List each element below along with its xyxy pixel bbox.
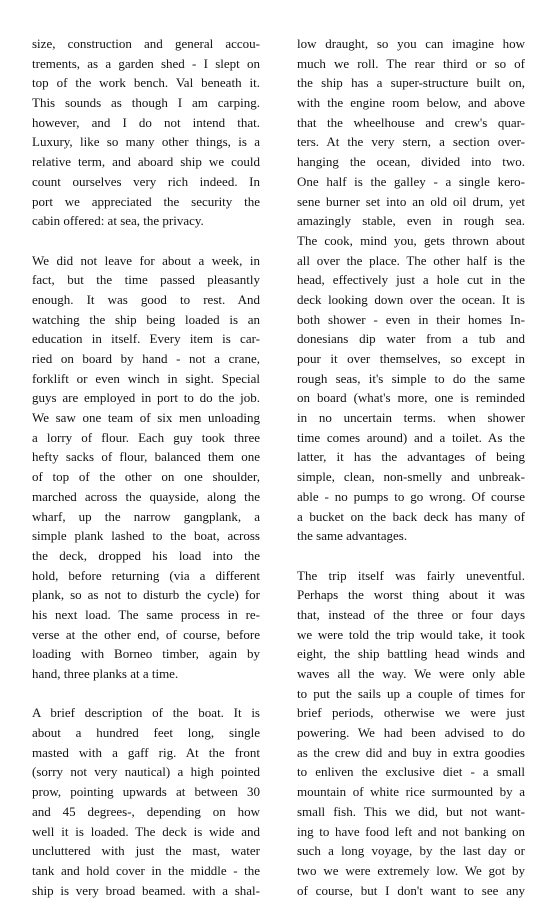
text-line: both shower - even in their homes In-: [297, 311, 525, 327]
text-line: pour it over themselves, so except in: [297, 351, 525, 366]
paragraph-gap: [297, 546, 525, 566]
text-line: trements, as a garden shed - I slept on: [32, 55, 260, 71]
text-line: about a hundred feet long, single: [32, 725, 260, 741]
text-line: powering. We had been advised to do: [297, 725, 525, 741]
text-line: to enliven the exclusive diet - a small: [297, 764, 525, 780]
text-line: (sorry not very nautical) a high pointed: [32, 764, 260, 780]
text-line: loading with Borneo timber, again by: [32, 646, 260, 662]
text-line: Luxury, like so many other things, is a: [32, 134, 260, 150]
text-line: all over the place. The other half is the: [297, 252, 525, 268]
text-line: watching the ship being loaded is an: [32, 311, 260, 327]
text-line: the ship has a super-structure built on,: [297, 75, 525, 91]
paragraph: [32, 703, 260, 900]
text-line: latter, it has the advantages of being: [297, 449, 525, 465]
paragraph-gap: [32, 684, 260, 704]
text-line: deck looking down over the ocean. It is: [297, 291, 525, 307]
text-line: mountain of white rice surmounted by a: [297, 784, 525, 800]
paragraph-gap: [32, 231, 260, 251]
text-line: This sounds as though I am carping.: [32, 95, 260, 111]
text-line: ing to have food left and not banking on: [297, 823, 525, 839]
text-line: waves all the way. We were only able: [297, 666, 525, 681]
text-line: head, effectively just a hole cut in the: [297, 272, 525, 288]
text-line: simple, clean, non-smelly and unbreak-: [297, 469, 525, 485]
text-line: a bucket on the back deck has many of: [297, 508, 525, 524]
left-column: [32, 34, 260, 900]
text-line: however, and I do not intend that.: [32, 114, 260, 130]
text-line: well it is loaded. The deck is wide and: [32, 823, 260, 839]
text-line: size, construction and general accou-: [32, 36, 260, 51]
text-line: with the engine room below, and above: [297, 95, 525, 111]
text-line: amazingly stable, even in rough sea.: [297, 213, 525, 229]
text-line: and 45 degrees-, depending on how: [32, 803, 260, 819]
text-line: we were told the trip would take, it took: [297, 626, 525, 642]
text-line: plank, so as not to disturb the cycle) for: [32, 587, 260, 603]
text-line: education in itself. Every item is car-: [32, 331, 260, 347]
text-line: small fish. This we did, but not want-: [297, 803, 525, 819]
text-line: A brief description of the boat. It is: [32, 705, 260, 721]
text-line: ried on board by hand - not a crane,: [32, 351, 260, 366]
text-line: time comes around) and a toilet. As the: [297, 429, 525, 445]
text-line: hold, before returning (via a different: [32, 567, 260, 583]
text-line: relative term, and aboard ship we could: [32, 154, 260, 170]
text-line: to put the sails up a couple of times for: [297, 685, 525, 701]
text-line: uncluttered with just the mast, water: [32, 843, 260, 859]
text-line: top of the work bench. Val beneath it.: [32, 75, 260, 91]
text-line: simple plank lashed to the boat, across: [32, 528, 260, 544]
text-line: of top of the other on one shoulder,: [32, 469, 260, 485]
text-line: as the crew did and buy in extra goodies: [297, 744, 525, 760]
text-line: Perhaps the worst thing about it was: [297, 587, 525, 603]
text-line: masted with a gaff rig. At the front: [32, 744, 260, 760]
text-line: hanging the ocean, divided into two.: [297, 154, 525, 170]
text-line: that the wheelhouse and crew's quar-: [297, 114, 525, 130]
paragraph: [32, 251, 260, 684]
text-line: that, instead of the three or four days: [297, 606, 525, 622]
text-line: much we roll. The rear third or so of: [297, 55, 525, 71]
text-line: The trip itself was fairly uneventful.: [297, 567, 525, 583]
text-line: donesians dip water from a tub and: [297, 331, 525, 347]
text-line: guys are employed in port to do the job.: [32, 390, 260, 406]
text-line: prow, pointing upwards at between 30: [32, 784, 260, 800]
text-line: cabin offered: at sea, the privacy.: [32, 213, 204, 229]
text-line: hand, three planks at a time.: [32, 666, 179, 681]
text-line: fact, but the time passed pleasantly: [32, 272, 260, 288]
text-line: forklift or even winch in sight. Special: [32, 370, 260, 386]
text-line: ship is very broad beamed. with a shal-: [32, 882, 260, 898]
text-line: verse at the other end, of course, before: [32, 626, 260, 642]
text-line: We did not leave for about a week, in: [32, 252, 260, 268]
text-line: sene burner set into an old oil drum, yet: [297, 193, 525, 209]
text-line: the deck, dropped his load into the: [32, 547, 260, 563]
text-line: low draught, so you can imagine how: [297, 36, 525, 51]
text-line: marched across the quayside, along the: [32, 488, 260, 504]
text-line: a lorry of flour. Each guy took three: [32, 429, 260, 445]
text-line: enough. It was good to rest. And: [32, 291, 260, 307]
paragraph: [32, 34, 260, 231]
text-line: able - no pumps to go wrong. Of course: [297, 488, 525, 504]
text-line: count ourselves very rich indeed. In: [32, 173, 260, 189]
text-line: brief periods, otherwise we were just: [297, 705, 525, 721]
text-line: in no uncertain terms. when shower: [297, 410, 525, 426]
text-line: such a long voyage, by the last day or: [297, 843, 525, 859]
text-line: tank and hold cover in the middle - the: [32, 862, 260, 878]
text-line: port we appreciated the security the: [32, 193, 260, 209]
text-line: eight, the ship battling head winds and: [297, 646, 525, 662]
text-line: ters. At the very stern, a section over-: [297, 134, 525, 150]
text-line: hefty sacks of flour, balanced them one: [32, 449, 260, 465]
paragraph: [297, 34, 525, 546]
text-line: wharf, up the narrow gangplank, a: [32, 508, 260, 524]
text-line: The cook, mind you, gets thrown about: [297, 232, 525, 248]
text-line: We saw one team of six men unloading: [32, 410, 260, 426]
text-line: rough seas, it's simple to do the same: [297, 370, 525, 386]
right-column: [297, 34, 525, 900]
text-line: of course, but I don't want to see any: [297, 882, 525, 898]
text-line: the same advantages.: [297, 528, 408, 544]
text-line: on board (what's more, one is reminded: [297, 390, 525, 406]
text-line: two we were extremely low. We got by: [297, 862, 525, 878]
text-line: One half is the galley - a single kero-: [297, 173, 525, 189]
text-line: his next load. The same process in re-: [32, 606, 260, 622]
paragraph: [297, 566, 525, 900]
